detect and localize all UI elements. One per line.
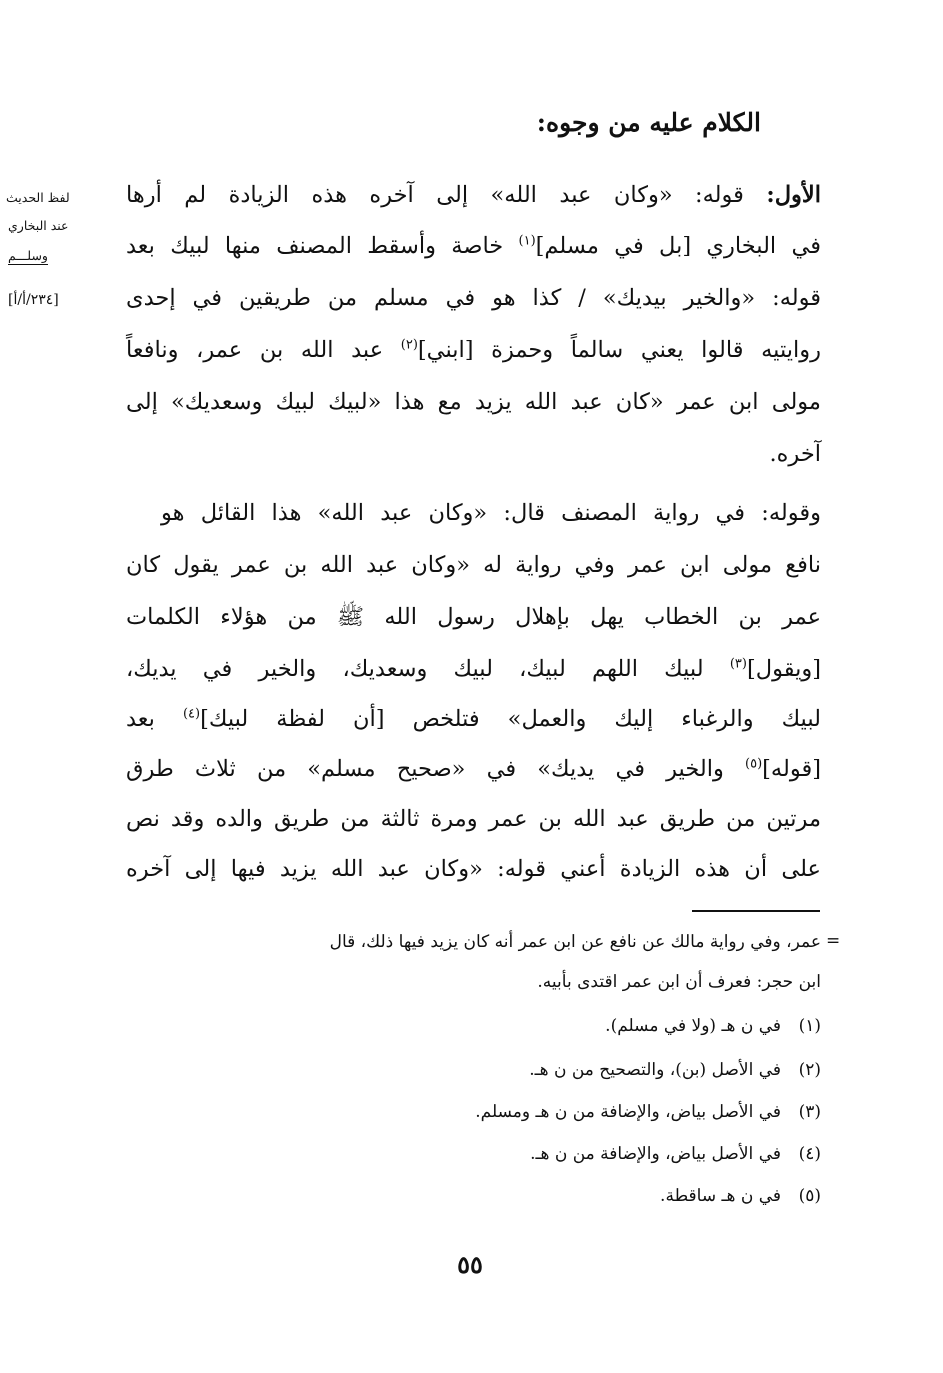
page-number: ٥٥: [457, 1250, 483, 1279]
body-line-9: عمر بن الخطاب يهل بإهلال رسول الله ﷺ من هؤلاء الكلمات: [126, 604, 821, 630]
margin-note-3: وسلـــم: [8, 248, 48, 263]
body-line-7: وقوله: في رواية المصنف قال: «وكان عبد الله» هذا القائل هو: [161, 500, 821, 526]
footnote-ref-1: (١): [518, 233, 536, 249]
body-line-11: لبيك والرغباء إليك والعمل» فتلخص [أن لفظة لبيك]$^{(٤)}$ بعد: [126, 706, 821, 732]
margin-note-1: لفظ الحديث: [6, 190, 70, 205]
body-line-14: على أن هذه الزيادة أعني قوله: «وكان عبد الله يزيد فيها إلى آخره: [126, 856, 821, 882]
footnote-continuation-line-1: عمر، وفي رواية مالك عن نافع عن ابن عمر أنه كان يزيد فيها ذلك، قال: [329, 932, 821, 952]
footnote-5: (٥)في ن هـ ساقطة.: [660, 1186, 821, 1206]
body-line-13: مرتين من طريق عبد الله بن عمر ومرة ثالثة من طريق والده وقد نص: [126, 806, 821, 832]
footnote-number: (١): [798, 1016, 821, 1036]
footnote-separator: [692, 910, 820, 912]
footnote-2: (٢)في الأصل (بن)، والتصحيح من ن هـ.: [529, 1060, 821, 1080]
body-line-8: نافع مولى ابن عمر وفي رواية له «وكان عبد الله بن عمر يقول كان: [126, 552, 821, 578]
lead-word: الأول:: [766, 182, 821, 208]
body-line-1: الأول: قوله: «وكان عبد الله» إلى آخره هذه الزيادة لم أرها: [126, 182, 821, 208]
body-line-6: آخره.: [769, 441, 821, 467]
footnote-continuation-line-2: ابن حجر: فعرف أن ابن عمر اقتدى بأبيه.: [537, 972, 821, 992]
folio-reference: [٢٣٤/أ/أ]: [8, 292, 59, 308]
footnote-4: (٤)في الأصل بياض، والإضافة من ن هـ.: [530, 1144, 821, 1164]
body-line-3: قوله: «والخير بيديك» / كذا هو في مسلم من طريقين في إحدى: [126, 285, 821, 311]
footnote-ref-3: (٣): [729, 656, 747, 672]
footnote-number: (٤): [798, 1144, 821, 1164]
margin-note-2: عند البخاري: [8, 218, 69, 233]
footnote-number: (٥): [798, 1186, 821, 1206]
body-line-12: [قوله]$^{(٥)}$ والخير في يديك» في «صحيح مسلم» من ثلاث طرق: [126, 756, 821, 782]
body-line-2: في البخاري [بل في مسلم]$^{(١)}$ خاصة وأسقط المصنف منها لبيك بعد: [126, 233, 821, 259]
footnote-ref-4: (٤): [182, 706, 201, 722]
footnote-number: (٣): [798, 1102, 821, 1122]
footnote-number: (٢): [798, 1060, 821, 1080]
section-heading: الكلام عليه من وجوه:: [536, 108, 761, 137]
body-line-10: [ويقول]$^{(٣)}$ لبيك اللهم لبيك، لبيك وسعديك، والخير في يديك،: [126, 656, 821, 682]
footnote-1: (١)في ن هـ (ولا في مسلم).: [605, 1016, 821, 1036]
body-line-5: مولى ابن عمر «كان عبد الله يزيد مع هذا «لبيك لبيك وسعديك» إلى: [126, 389, 821, 415]
footnote-continuation-mark: =: [826, 931, 841, 951]
footnote-ref-2: (٢): [400, 337, 418, 353]
footnote-ref-5: (٥): [745, 756, 763, 772]
body-line-4: روايتيه قالوا يعني سالماً وحمزة [ابني]$^{(٢)}$ عبد الله بن عمر، ونافعاً: [126, 337, 821, 363]
footnote-3: (٣)في الأصل بياض، والإضافة من ن هـ ومسلم.: [475, 1102, 821, 1122]
